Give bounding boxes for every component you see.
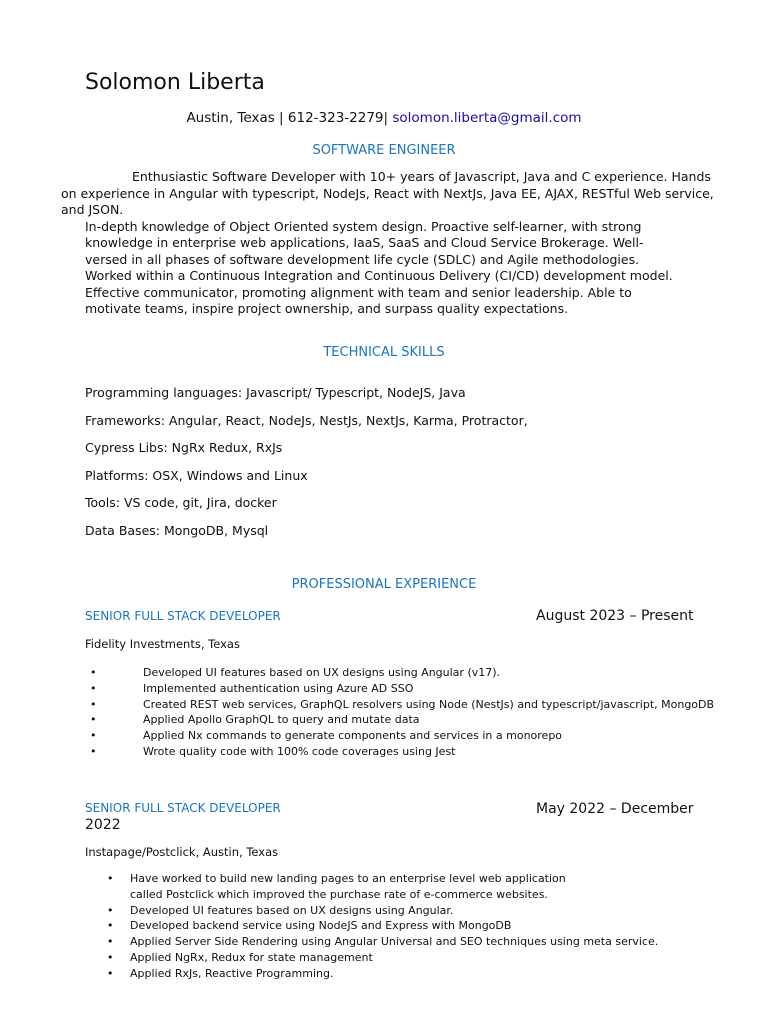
bullet-text: Developed backend service using NodeJS and Express with MongoDB [130, 919, 512, 933]
job-bullets [90, 665, 714, 760]
bullet-text: Wrote quality code with 100% code coverages using Jest [143, 744, 456, 758]
list-item [90, 728, 714, 744]
bullet-text: Created REST web services, GraphQL resolvers using Node (NestJs) and typescript/javascript, MongoDB [143, 697, 715, 711]
bullet-text: Applied Nx commands to generate components and services in a monorepo [143, 729, 563, 743]
bullet-text: Implemented authentication using Azure AD SSO [143, 681, 414, 695]
company: Fidelity Investments, Texas [85, 637, 240, 651]
bullet-icon: • [90, 666, 97, 679]
bullet-text: Developed UI features based on UX designs using Angular (v17). [143, 666, 501, 679]
list-item [90, 681, 714, 697]
skills-heading: TECHNICAL SKILLS [323, 345, 445, 360]
bullet-text: Applied RxJs, Reactive Programming. [130, 966, 334, 980]
bullet-icon: • [107, 872, 114, 885]
skills-list [85, 384, 528, 550]
bullet-text: Applied Server Side Rendering using Angular Universal and SEO techniques using meta service. [130, 935, 659, 949]
bullet-text: Have worked to build new landing pages to an enterprise level web application [130, 872, 566, 885]
list-item [90, 712, 714, 728]
bullet-icon: • [107, 935, 114, 949]
bullet-icon: • [90, 713, 97, 727]
list-item [107, 918, 658, 934]
bullet-icon: • [90, 729, 97, 743]
candidate-name: Solomon Liberta [85, 70, 265, 95]
job-title-heading: SOFTWARE ENGINEER [312, 143, 456, 158]
company: Instapage/Postclick, Austin, Texas [85, 845, 279, 859]
summary [61, 169, 721, 318]
contact-line [0, 110, 768, 126]
job-date-continued: 2022 [85, 817, 121, 833]
list-item [107, 934, 658, 950]
bullet-icon: • [107, 919, 114, 933]
bullet-icon: • [107, 966, 114, 980]
job-title: SENIOR FULL STACK DEVELOPER [85, 609, 281, 623]
job-date: May 2022 – December [536, 801, 694, 817]
bullet-icon: • [107, 903, 114, 917]
list-item [90, 665, 714, 681]
email-link[interactable]: solomon.liberta@gmail.com [392, 110, 582, 126]
bullet-icon: • [90, 697, 97, 711]
job-bullets [107, 871, 658, 982]
skill-line: Cypress Libs: NgRx Redux, RxJs [85, 440, 283, 456]
summary-paragraph: Enthusiastic Software Developer with 10+ years of Javascript, Java and C experience. Hands on experience in Angular with typescript, NodeJs, React with NextJs, Java EE, AJAX, RESTful Web service, and JSON. [61, 169, 714, 217]
skill-line: Programming languages: Javascript/ Typescript, NodeJS, Java [85, 385, 466, 400]
job-title: SENIOR FULL STACK DEVELOPER [85, 801, 281, 815]
skill-line: Data Bases: MongoDB, Mysql [85, 522, 269, 538]
list-item [90, 697, 714, 713]
bullet-text: Applied NgRx, Redux for state management [130, 950, 373, 964]
location-phone: Austin, Texas | 612-323-2279| [186, 110, 389, 126]
list-item [90, 744, 714, 760]
bullet-icon: • [107, 950, 114, 964]
list-item [107, 903, 658, 919]
summary-paragraph: In-depth knowledge of Object Oriented system design. Proactive self-learner, with strong knowledge in enterprise web applications, IaaS, SaaS and Cloud Service Brokerage. Well-versed in all phases of software development life cycle (SDLC) and Agile methodologies. [85, 218, 644, 267]
experience-heading: PROFESSIONAL EXPERIENCE [291, 577, 477, 592]
list-item [107, 966, 658, 982]
summary-paragraph: Effective communicator, promoting alignment with team and senior leadership. Able to motivate teams, inspire project ownership, and surpass quality expectations. [85, 284, 632, 316]
list-item [107, 871, 658, 887]
job-date: August 2023 – Present [536, 608, 694, 624]
bullet-text: called Postclick which improved the purchase rate of e-commerce websites. [130, 887, 548, 901]
skill-line: Tools: VS code, git, Jira, docker [85, 495, 277, 511]
bullet-text: Developed UI features based on UX designs using Angular. [130, 903, 454, 917]
list-item-continued [107, 887, 658, 903]
bullet-text: Applied Apollo GraphQL to query and mutate data [143, 713, 420, 727]
bullet-icon: • [90, 681, 97, 695]
skill-line: Platforms: OSX, Windows and Linux [85, 467, 308, 483]
skill-line: Frameworks: Angular, React, NodeJs, NestJs, NextJs, Karma, Protractor, [85, 412, 528, 428]
list-item [107, 950, 658, 966]
bullet-icon: • [90, 744, 97, 758]
summary-paragraph: Worked within a Continuous Integration and Continuous Delivery (CI/CD) development model. [85, 268, 673, 283]
